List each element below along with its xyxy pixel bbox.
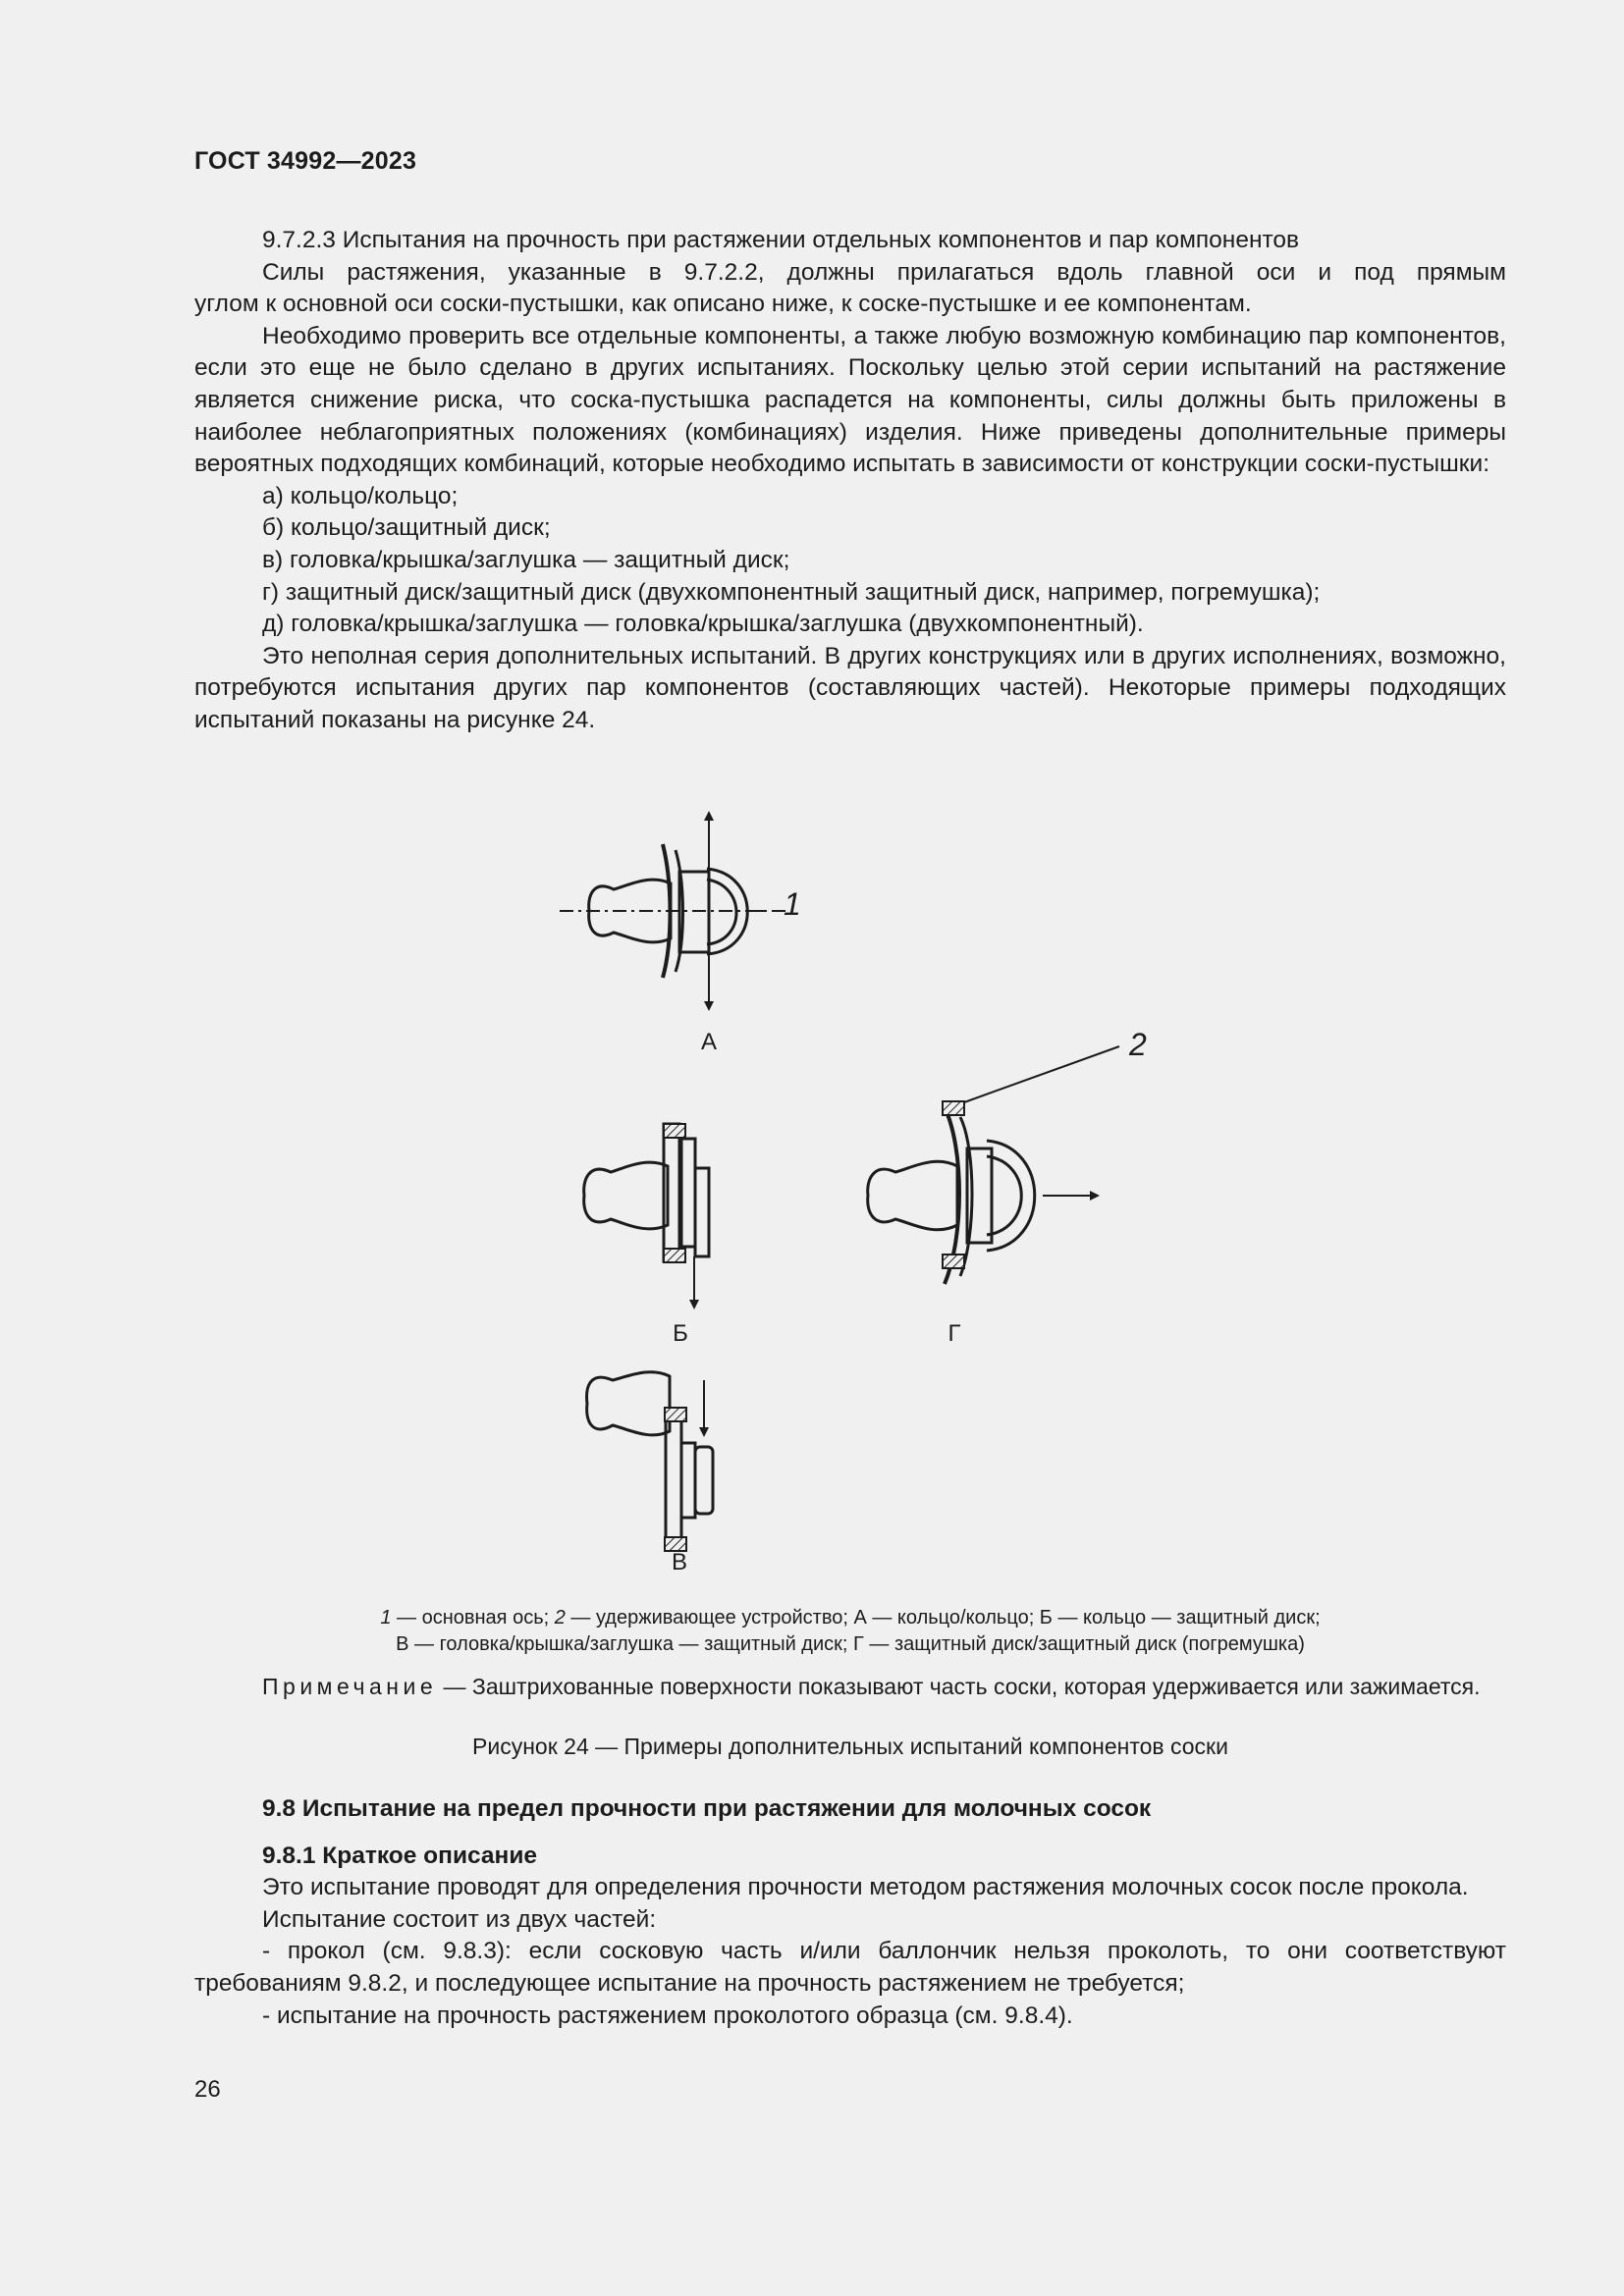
figure-note — [194, 1672, 1506, 1702]
body-text-top — [194, 225, 1506, 737]
pacifier-drawing-a — [560, 813, 785, 1009]
paragraph-tensile-test: - испытание на прочность растяжением проколотого образца (см. 9.8.4). — [262, 2002, 1073, 2029]
pacifier-drawing-v — [587, 1372, 713, 1549]
clause-9-7-2-3: 9.7.2.3 Испытания на прочность при растяжении отдельных компонентов и пар компонентов — [262, 227, 1300, 253]
callout-label-2: 2 — [1129, 1027, 1147, 1062]
callout-label-1: 1 — [784, 886, 801, 922]
pacifier-drawing-g — [868, 1107, 1098, 1284]
hatched-clamp-g-top — [943, 1101, 964, 1115]
page-number: 26 — [194, 2076, 221, 2103]
paragraph-puncture: - прокол (см. 9.8.3): если сосковую часть и/или баллончик нельзя проколоть, то они соответствуют требованиям 9.8.2, и последующее испытание на прочность растяжением не требуется; — [194, 1938, 1506, 1997]
note-label: Примечание — [262, 1674, 438, 1699]
callout-line-2 — [964, 1046, 1119, 1102]
figure-legend-line2: В — головка/крышка/заглушка — защитный диск; Г — защитный диск/защитный диск (погремушка) — [396, 1633, 1305, 1655]
list-item-b: б) кольцо/защитный диск; — [262, 514, 551, 542]
pacifier-drawing-b — [584, 1124, 709, 1308]
heading-9-8-1: 9.8.1 Краткое описание — [262, 1842, 538, 1869]
paragraph-two-parts: Испытание состоит из двух частей: — [262, 1905, 657, 1933]
figure-legend — [194, 1605, 1506, 1658]
paragraph-forces-line1: Силы растяжения, указанные в 9.7.2.2, должны прилагаться вдоль главной оси и под прямым — [262, 258, 1506, 286]
heading-9-8: 9.8 Испытание на предел прочности при растяжении для молочных сосок — [262, 1795, 1152, 1822]
note-text: — Заштрихованные поверхности показывают часть соски, которая удерживается или зажимается. — [437, 1674, 1481, 1699]
document-id: ГОСТ 34992—2023 — [194, 147, 417, 175]
list-item-g: г) защитный диск/защитный диск (двухкомпонентный защитный диск, например, погремушка); — [262, 578, 1321, 606]
drawing-label-b: Б — [673, 1320, 688, 1347]
list-item-d: д) головка/крышка/заглушка — головка/крышка/заглушка (двухкомпонентный). — [262, 611, 1144, 638]
list-item-v: в) головка/крышка/заглушка — защитный диск; — [262, 546, 790, 573]
paragraph-forces-line2: углом к основной оси соски-пустышки, как описано ниже, к соске-пустышке и ее компонентам. — [194, 291, 1252, 318]
hatched-clamp-g-bottom — [943, 1255, 964, 1268]
figure-title: Рисунок 24 — Примеры дополнительных испытаний компонентов соски — [472, 1734, 1228, 1759]
drawing-label-v: В — [671, 1549, 688, 1575]
figure-drawing — [0, 795, 1624, 1580]
hatched-clamp-b-bottom — [664, 1249, 685, 1262]
drawing-label-a: А — [700, 1029, 718, 1055]
paragraph-incomplete-series: Это неполная серия дополнительных испытаний. В других конструкциях или в других исполнениях, возможно, потребуются испытания других пар компонентов (составляющих частей). Некоторые примеры подходящих испытаний показаны на рисунке 24. — [194, 642, 1506, 733]
hatched-clamp-v-top — [665, 1408, 686, 1421]
paragraph-check-components: Необходимо проверить все отдельные компоненты, а также любую возможную комбинацию пар компонентов, если это еще не было сделано в других испытаниях. Поскольку целью этой серии испытаний на растяжение является снижение риска, что соска-пустышка распадется на компоненты, силы должны быть приложены в наиболее неблагоприятных положениях (комбинациях) изделия. Ниже приведены дополнительные примеры вероятных подходящих комбинаций, которые необходимо испытать в зависимости от конструкции соски-пустышки: — [194, 322, 1506, 478]
drawing-label-g: Г — [947, 1320, 961, 1347]
figure-24 — [0, 795, 1624, 1580]
hatched-clamp-b-top — [664, 1124, 685, 1138]
section-9-8 — [194, 1793, 1506, 2032]
paragraph-test-purpose: Это испытание проводят для определения прочности методом растяжения молочных сосок после прокола. — [262, 1874, 1469, 1901]
list-item-a: а) кольцо/кольцо; — [262, 482, 459, 509]
figure-legend-line1: 1 — основная ось; 2 — удерживающее устройство; А — кольцо/кольцо; Б — кольцо — защитный диск; — [380, 1607, 1321, 1629]
